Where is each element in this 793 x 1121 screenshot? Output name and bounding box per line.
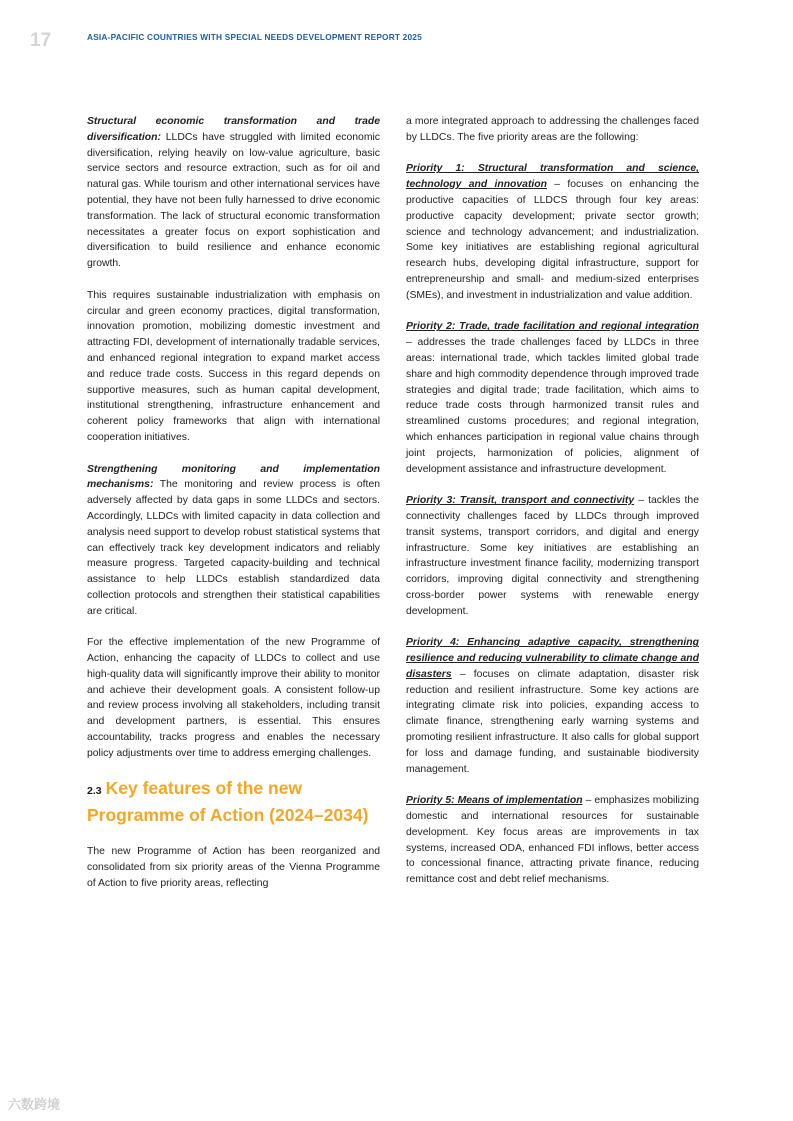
section-title: Key features of the new Programme of Action (2024–2034) — [87, 778, 369, 825]
paragraph-intro: a more integrated approach to addressing the challenges faced by LLDCs. The five priority areas are the following: — [406, 116, 699, 143]
paragraph-effective-implementation: For the effective implementation of the new Programme of Action, enhancing the capacity of LLDCs to collect and use high-quality data will significantly improve their ability to monitor and achieve their development goals. A consistent follow-up and review process involving all stakeholders, including transit and development partners, is essential. This ensures accountability, tracks progress and enables the necessary policy adjustments over time to address emerging challenges. — [87, 637, 380, 759]
priority-title: Priority 5: Means of implementation — [406, 795, 583, 807]
priority-body: – emphasizes mobilizing domestic and international resources for sustainable development. Key focus areas are improvements in tax systems, increased ODA, enhanced FDI inflows, better access to concessional finance, attracting private finance, reducing remittance cost and debt relief mechanisms. — [406, 795, 699, 886]
priority-title: Priority 1: Structural transformation and science, technology and innovation — [406, 163, 699, 191]
watermark: 六数跨境 — [8, 1097, 61, 1112]
paragraph-lead: Strengthening monitoring and implementation mechanisms: — [87, 463, 380, 491]
priority-title: Priority 2: Trade, trade facilitation and regional integration — [406, 321, 699, 333]
left-column — [87, 114, 380, 892]
paragraph-body: LLDCs have struggled with limited economic diversification, relying heavily on low-value agriculture, basic service sectors and resource extraction, such as for oil and natural gas. While tourism and other international services have potential, they have not been fully harnessed to drive economic transformation. The lack of structural economic transformation necessitates a greater focus on export sophistication and diversification to build resilience and enhance economic growth. — [87, 131, 380, 270]
priority-body: – addresses the trade challenges faced by LLDCs in three areas: international trade, which tackles limited global trade share and high commodity dependence through improved trade strategies and digital trade; trade facilitation, which aims to reduce trade costs through harmonized transit rules and streamlined customs procedures; and regional integration, which enhances participation in regional value chains through joint projects, harmonization of policies, alignment of development assistance and infrastructure development. — [406, 337, 699, 475]
priority-body: – tackles the connectivity challenges faced by LLDCs through improved transit systems, transport corridors, and digital and energy infrastructure. Some key initiatives are establishing an infrastructure investment finance facility, modernizing transport corridors, improving digital connectivity and strengthening cross-border power systems with renewable energy development. — [406, 495, 699, 617]
paragraph-body: The monitoring and review process is often adversely affected by data gaps in some LLDCs and sectors. Accordingly, LLDCs with limited capacity in data collection and analysis need support to develop robust statistical systems that can effectively track key development indicators and reliably measure progress. Targeted capacity-building and technical assistance to help LLDCs establish standardized data collection protocols and strengthen their statistical capabilities are critical. — [87, 479, 380, 617]
paragraph-new-programme: The new Programme of Action has been reorganized and consolidated from six priority areas of the Vienna Programme of Action to five priority areas, reflecting — [87, 846, 380, 890]
priority-5 — [406, 793, 699, 888]
priority-3 — [406, 493, 699, 619]
priority-title: Priority 4: Enhancing adaptive capacity, strengthening resilience and reducing vulnerability to climate change and disasters — [406, 637, 699, 680]
priority-2 — [406, 319, 699, 477]
right-column — [406, 114, 699, 888]
page-number: 17 — [30, 30, 52, 51]
priority-title: Priority 3: Transit, transport and connectivity — [406, 495, 635, 507]
paragraph-lead: Structural economic transformation and trade diversification: — [87, 116, 380, 143]
priority-1 — [406, 161, 699, 303]
priority-body: – focuses on enhancing the productive capacities of LLDCS through four key areas: productive capacity development; private sector growth; science and technology advancement; and industrialization. Some key initiatives are establishing regional agricultural research hubs, developing digital infrastructure, support for entrepreneurship and small- and medium-sized enterprises (SMEs), and investment in industrialization and value addition. — [406, 179, 699, 301]
paragraph-structural-transformation — [87, 114, 380, 272]
paragraph-monitoring — [87, 462, 380, 620]
priority-body: – focuses on climate adaptation, disaster risk reduction and resilient infrastructure. Some key actions are integrating climate risk into policies, expanding access to climate finance, strengthening early warning systems and promoting resilient infrastructure. It also calls for global support for loss and damage funding, and sustainable biodiversity management. — [406, 668, 699, 775]
section-number: 2.3 — [87, 785, 102, 798]
running-header: ASIA-PACIFIC COUNTRIES WITH SPECIAL NEEDS DEVELOPMENT REPORT 2025 — [87, 32, 422, 42]
priority-4 — [406, 635, 699, 777]
section-heading — [87, 777, 380, 827]
paragraph-industrialization: This requires sustainable industrialization with emphasis on circular and green economy practices, digital transformation, innovation promotion, mobilizing domestic investment and attracting FDI, development of internationally tradable services, and enhanced regional integration to expand market access and reduce trade costs. Success in this regard depends on supportive measures, such as human capital development, institutional strengthening, infrastructure enhancement and coherent policy frameworks that align with international cooperation initiatives. — [87, 289, 380, 443]
